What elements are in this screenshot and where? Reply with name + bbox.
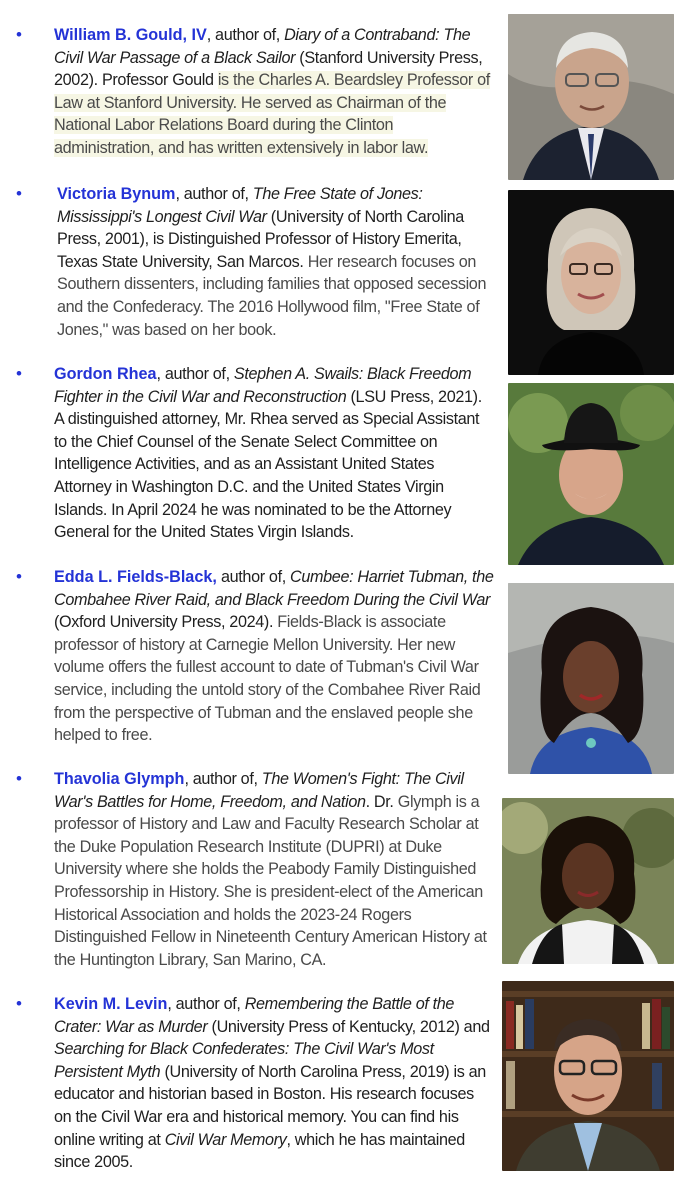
bullet: • xyxy=(16,184,22,203)
author-photo xyxy=(502,981,674,1171)
author-bio: Her research focuses on Southern dissenters, including families that opposed secession and the Confederacy. The 2016 Hollywood film, "Free State of Jones," was based on her book. xyxy=(57,252,487,339)
author-photo xyxy=(502,798,674,964)
bullet: • xyxy=(16,769,22,788)
book-title: Stephen A. Swails: Black Freedom Fighter in the Civil War and Reconstruction xyxy=(54,365,472,406)
book-title: The Free State of Jones: Mississippi's Longest Civil War xyxy=(57,185,423,226)
author-bio: is the Charles A. Beardsley Professor of Law at Stanford University. He served as Chairman of the National Labor Relations Board during the Clinton administration, and has written extensively in labor law. xyxy=(54,71,490,157)
website-name: Civil War Memory xyxy=(164,1130,287,1149)
bullet: • xyxy=(16,364,22,383)
book-title-2: Searching for Black Confederates: The Civil War's Most Persistent Myth xyxy=(54,1040,434,1081)
author-name-link[interactable]: Edda L. Fields-Black, xyxy=(54,568,217,586)
author-name-link[interactable]: Gordon Rhea xyxy=(54,365,157,383)
author-bio: Fields-Black is associate professor of history at Carnegie Mellon University. Her new volume offers the fullest account to date of Tubman's Civil War service, including the untold story of the Combahee River Raid from the perspective of Tubman and the enslaved people she helped to free. xyxy=(54,613,481,745)
author-name-link[interactable]: Victoria Bynum xyxy=(57,185,176,203)
bullet: • xyxy=(16,25,22,44)
book-title: Remembering the Battle of the Crater: War as Murder xyxy=(54,995,455,1036)
entry-text: Victoria Bynum, author of, The Free State of Jones: Mississippi's Longest Civil War (University of North Carolina Press, 2001), is Distinguished Professor of History Emerita, Texas State University, San Marcos. Her research focuses on Southern dissenters, including families that opposed secession and the Confederacy. The 2016 Hollywood film, "Free State of Jones," was based on her book. xyxy=(57,185,487,339)
bullet: • xyxy=(16,567,22,586)
author-photo xyxy=(508,14,674,180)
entry-text: Edda L. Fields-Black, author of, Cumbee: Harriet Tubman, the Combahee River Raid, and Black Freedom During the Civil War (Oxford University Press, 2024). Fields-Black is associate professor of history at Carnegie Mellon University. Her new volume offers the fullest account to date of Tubman's Civil War service, including the untold story of the Combahee River Raid from the perspective of Tubman and the enslaved people she helped to free. xyxy=(54,568,494,745)
author-name-link[interactable]: William B. Gould, IV xyxy=(54,26,207,44)
author-name-link[interactable]: Kevin M. Levin xyxy=(54,995,168,1013)
author-photo xyxy=(508,190,674,375)
book-title: The Women's Fight: The Civil War's Battles for Home, Freedom, and Nation xyxy=(54,770,464,811)
author-photo xyxy=(508,583,674,774)
book-title: Diary of a Contraband: The Civil War Passage of a Black Sailor xyxy=(54,26,471,67)
book-title: Cumbee: Harriet Tubman, the Combahee River Raid, and Black Freedom During the Civil War xyxy=(54,568,494,609)
bullet: • xyxy=(16,994,22,1013)
entry-text: Thavolia Glymph, author of, The Women's Fight: The Civil War's Battles for Home, Freedom, and Nation. Dr. Glymph is a professor of History and Law and Faculty Research Scholar at the Duke Population Research Institute (DUPRI) at Duke University where she holds the Peabody Family Distinguished Professorship in History. She is president-elect of the American Historical Association and holds the 2023-24 Rogers Distinguished Fellow in Nineteenth Century American History at the Huntington Library, San Marino, CA. xyxy=(54,770,487,969)
entry-text: Kevin M. Levin, author of, Remembering the Battle of the Crater: War as Murder (University Press of Kentucky, 2012) and Searching for Black Confederates: The Civil War's Most Persistent Myth (University of North Carolina Press, 2019) is an educator and historian based in Boston. His research focuses on the Civil War era and historical memory. You can find his online writing at Civil War Memory, which he has maintained since 2005. xyxy=(54,995,490,1172)
entry-text: William B. Gould, IV, author of, Diary of a Contraband: The Civil War Passage of a Black Sailor (Stanford University Press, 2002). Professor Gould is the Charles A. Beardsley Professor of Law at Stanford University. He served as Chairman of the National Labor Relations Board during the Clinton administration, and has written extensively in labor law. xyxy=(54,26,490,157)
author-name-link[interactable]: Thavolia Glymph xyxy=(54,770,185,788)
author-photo xyxy=(508,383,674,565)
author-bio: Glymph is a professor of History and Law and Faculty Research Scholar at the Duke Population Research Institute (DUPRI) at Duke University where she holds the Peabody Family Distinguished Professorship in History. She is president-elect of the American Historical Association and holds the 2023-24 Rogers Distinguished Fellow in Nineteenth Century American History at the Huntington Library, San Marino, CA. xyxy=(54,792,487,969)
entry-text: Gordon Rhea, author of, Stephen A. Swails: Black Freedom Fighter in the Civil War and Reconstruction (LSU Press, 2021). A distinguished attorney, Mr. Rhea served as Special Assistant to the Chief Counsel of the Senate Select Committee on Intelligence Activities, and as an Assistant United States Attorney in Washington D.C. and the United States Virgin Islands. In April 2024 he was nominated to be the Attorney General for the United States Virgin Islands. xyxy=(54,365,482,542)
